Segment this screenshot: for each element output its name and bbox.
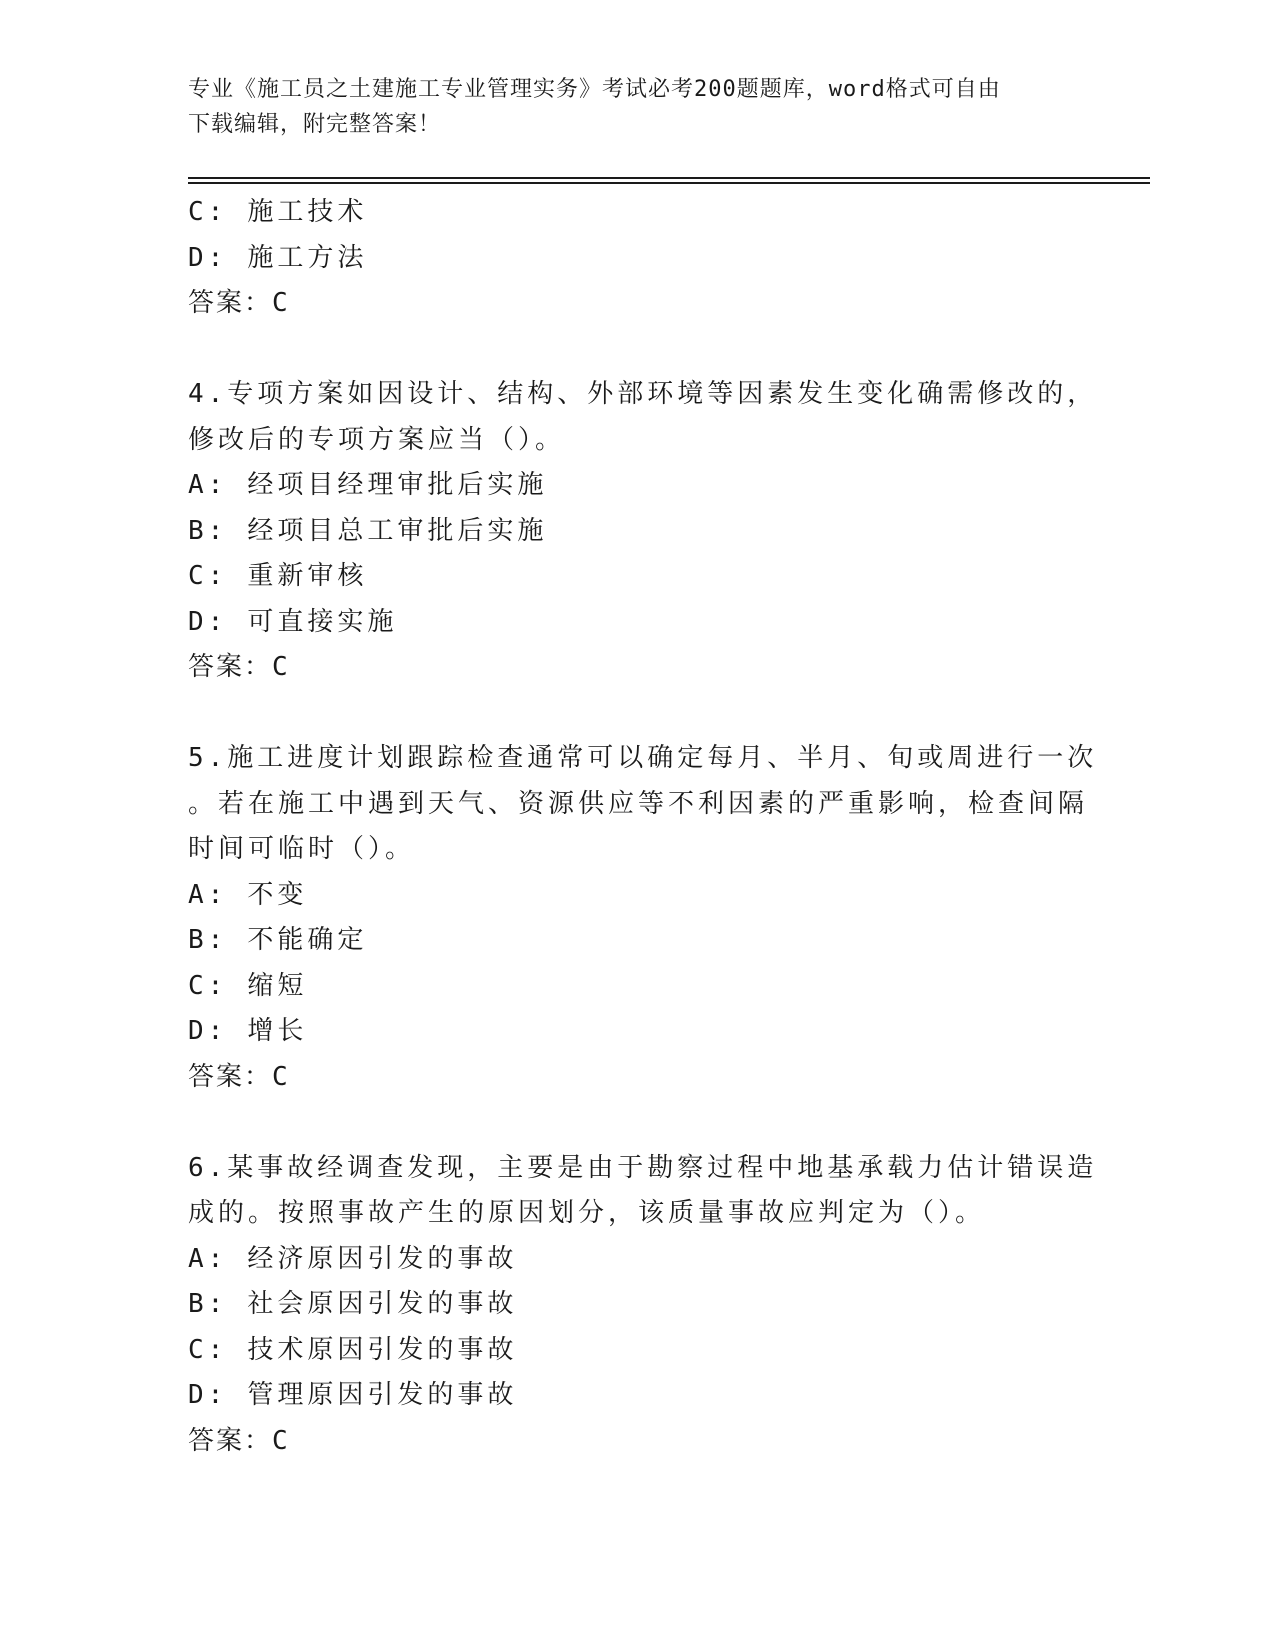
option-text: 经项目总工审批后实施: [247, 515, 548, 546]
question-stem-line: 5.施工进度计划跟踪检查通常可以确定每月、半月、旬或周进行一次: [188, 743, 1098, 773]
option-d: [188, 1373, 1068, 1419]
question-5: [188, 736, 1098, 1100]
option-letter: A:: [188, 879, 228, 910]
question-stem-line: 修改后的专项方案应当（）。: [188, 424, 566, 455]
option-d: [188, 600, 1068, 646]
answer-label: 答案：: [188, 288, 273, 318]
answer-line: [188, 1055, 1068, 1101]
option-text: 重新审核: [247, 561, 368, 591]
question-stem-line: 成的。按照事故产生的原因划分，该质量事故应判定为（）。: [188, 1198, 986, 1228]
option-letter: D:: [188, 606, 228, 637]
option-text: 经项目经理审批后实施: [247, 470, 548, 500]
option-b: [188, 509, 1068, 555]
question-6: [188, 1146, 1098, 1465]
answer-value: C: [272, 1425, 290, 1456]
option-text: 社会原因引发的事故: [247, 1289, 518, 1319]
option-text: 施工方法: [247, 242, 368, 273]
option-text: 管理原因引发的事故: [247, 1380, 518, 1410]
option-letter: C:: [188, 561, 228, 591]
option-letter: D:: [188, 1016, 228, 1046]
option-letter: B:: [188, 1289, 228, 1319]
document-header: [188, 72, 1068, 142]
option-text: 不能确定: [247, 925, 368, 955]
answer-line: [188, 1419, 1068, 1465]
question-3-tail: [188, 190, 1068, 327]
option-letter: A:: [188, 470, 228, 500]
answer-line: [188, 645, 1068, 691]
answer-label: 答案：: [188, 1061, 273, 1092]
option-c: [188, 1328, 1068, 1374]
option-b: [188, 1282, 1068, 1328]
question-stem-line: 。若在施工中遇到天气、资源供应等不利因素的严重影响，检查间隔: [188, 788, 1089, 819]
header-divider-bottom: [188, 182, 1150, 184]
question-stem-line: 4.专项方案如因设计、结构、外部环境等因素发生变化确需修改的，: [188, 379, 1098, 409]
option-letter: B:: [188, 515, 228, 546]
header-line-2: 下载编辑，附完整答案！: [188, 112, 442, 137]
question-4: [188, 372, 1098, 691]
answer-label: 答案：: [188, 1425, 273, 1456]
option-a: [188, 873, 1068, 919]
option-letter: D:: [188, 242, 228, 273]
option-text: 可直接实施: [247, 606, 398, 637]
option-c: [188, 964, 1068, 1010]
question-content: [188, 190, 1098, 1464]
answer-label: 答案：: [188, 652, 273, 682]
option-text: 不变: [247, 879, 308, 910]
option-d: [188, 236, 1068, 282]
option-a: [188, 1237, 1068, 1283]
option-text: 增长: [247, 1016, 308, 1046]
option-letter: D:: [188, 1380, 228, 1410]
option-letter: C:: [188, 197, 228, 227]
option-letter: C:: [188, 970, 228, 1001]
option-text: 技术原因引发的事故: [247, 1334, 518, 1365]
header-divider-top: [188, 177, 1150, 179]
option-c: [188, 190, 1068, 236]
answer-line: [188, 281, 1068, 327]
question-stem-line: 6.某事故经调查发现，主要是由于勘察过程中地基承载力估计错误造: [188, 1152, 1098, 1183]
option-c: [188, 554, 1068, 600]
option-letter: A:: [188, 1243, 228, 1274]
option-a: [188, 463, 1068, 509]
option-text: 施工技术: [247, 197, 368, 227]
answer-value: C: [272, 288, 290, 318]
header-line-1: 专业《施工员之土建施工专业管理实务》考试必考200题题库，word格式可自由: [188, 77, 1001, 102]
option-d: [188, 1009, 1068, 1055]
answer-value: C: [272, 1061, 290, 1092]
question-stem-line: 时间可临时（）。: [188, 834, 416, 864]
option-b: [188, 918, 1068, 964]
option-letter: B:: [188, 925, 228, 955]
option-letter: C:: [188, 1334, 228, 1365]
option-text: 经济原因引发的事故: [247, 1243, 518, 1274]
answer-value: C: [272, 652, 290, 682]
option-text: 缩短: [247, 970, 308, 1001]
